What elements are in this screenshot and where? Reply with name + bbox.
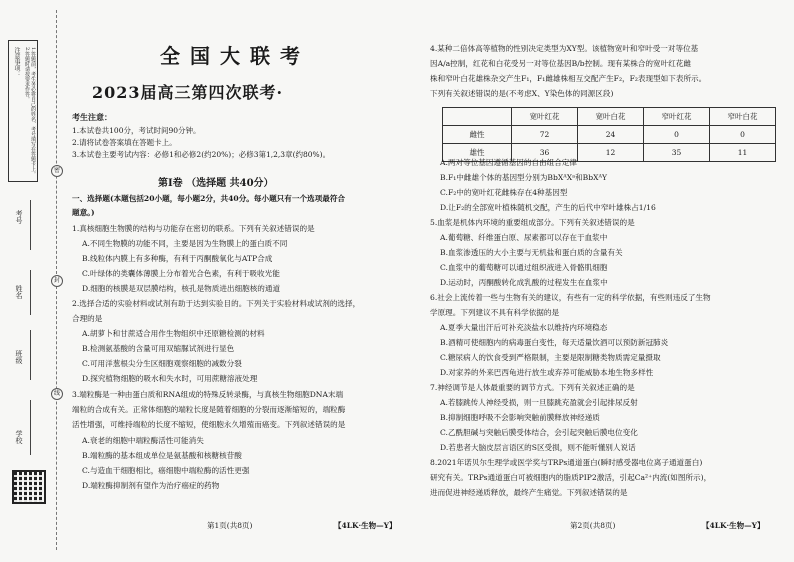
option-line: A.两对等位基因遵循基因的自由组合定律 (440, 158, 577, 167)
option-line: A.不同生物膜的功能不同，主要是因为生物膜上的蛋白质不同 (82, 239, 288, 248)
question-line: 题意。) (72, 208, 95, 217)
option-line: C.乙酰胆碱与突触后膜受体结合，会引起突触后膜电位变化 (440, 428, 638, 437)
field-line-school[interactable] (30, 400, 31, 455)
option-line: B.检测氨基酸的含量可用双缩脲试剂进行显色 (82, 344, 235, 353)
table-row (443, 126, 776, 144)
page-number: 第1页(共8页) (207, 521, 253, 530)
section-title: 第Ⅰ卷 （选择题 共40分） (158, 178, 274, 189)
table-header-row (443, 108, 776, 126)
exam-code: 【4LK·生物—Y】 (702, 521, 765, 530)
option-line: A.衰老的细胞中端粒酶活性可能消失 (82, 436, 204, 445)
option-line: C.可用洋葱根尖分生区细胞观察细胞的减数分裂 (82, 359, 242, 368)
option-line: C.F₂中的宽叶红花雌株存在4种基因型 (440, 188, 568, 197)
question-line: 2.选择合适的实验材料或试剂有助于达到实验目的。下列关于实验材料或试剂的选择， (72, 299, 361, 308)
option-line: A.夏季大量出汗后可补充淡盐水以维持内环境稳态 (440, 323, 608, 332)
table-cell: 0 (644, 126, 710, 144)
page-1 (72, 0, 417, 562)
phenotype-table (442, 107, 776, 162)
table-header-cell: 窄叶红花 (644, 108, 710, 126)
question-line: 合理的是 (72, 314, 103, 323)
option-line: D.若患者大脑皮层言语区的S区受损，则不能听懂别人说话 (440, 443, 636, 452)
option-line: C.糖尿病人的饮食受到严格限制，主要是限制糖类物质需定量摄取 (440, 353, 661, 362)
table-cell: 72 (512, 126, 578, 144)
table-cell: 24 (578, 126, 644, 144)
table-cell: 雌性 (443, 126, 512, 144)
option-line: B.端粒酶的基本组成单位是氨基酸和核糖核苷酸 (82, 451, 242, 460)
table-header-cell: 宽叶白花 (578, 108, 644, 126)
notice-item: 3.本试卷主要考试内容：必修1和必修2(约20%)；必修3第1,2,3章(约80%)。 (72, 150, 331, 159)
option-line: D.对家养的外来巴西龟进行放生或弃养可能威胁本地生物多样性 (440, 368, 654, 377)
table-cell: 36 (512, 144, 578, 162)
option-line: C.叶绿体的类囊体薄膜上分布着光合色素，有利于吸收光能 (82, 269, 280, 278)
table-cell: 35 (644, 144, 710, 162)
exam-title: 全国大联考 (160, 44, 310, 68)
option-line: A.葡萄糖、纤维蛋白原、尿素都可以存在于血浆中 (440, 233, 608, 242)
table-header-cell: 窄叶白花 (710, 108, 776, 126)
option-line: A.若膝跳传人神经受损，则一旦膝跳充盈就会引起排尿反射 (440, 398, 638, 407)
seal-mark-3: 线 (51, 388, 63, 400)
question-line: 因A/a控制，红花和白花受另一对等位基因B/b控制。现有某株合的宽叶红花雌 (430, 59, 691, 68)
field-line-name[interactable] (30, 270, 31, 315)
option-line: B.抑制细胞呼吸不会影响突触前膜释放神经递质 (440, 413, 600, 422)
exam-subtitle: 2023届高三第四次联考· (92, 83, 284, 102)
question-line: 一、选择题(本题包括20小题，每小题2分，共40分。每小题只有一个选项最符合 (72, 194, 346, 203)
table-cell: 0 (710, 126, 776, 144)
option-line: B.酒精可使细胞内的病毒蛋白变性，每天适量饮酒可以预防新冠肺炎 (440, 338, 669, 347)
question-line: 株和窄叶白花雄株杂交产生F₁，F₁雌雄株相互交配产生F₂，F₂表现型如下表所示。 (430, 74, 707, 83)
field-label-name: 姓名 (15, 285, 23, 299)
question-line: 下列有关叙述错误的是(不考虑X、Y染色体的同源区段) (430, 89, 614, 98)
table-header-cell (443, 108, 512, 126)
field-label-school: 学校 (15, 430, 23, 444)
seal-mark-1: 密 (51, 165, 63, 177)
field-label-class: 班级 (15, 350, 23, 364)
page-2 (430, 0, 785, 562)
exam-code: 【4LK·生物—Y】 (334, 521, 397, 530)
question-line: 4.某种二倍体高等植物的性别决定类型为XY型。该植物宽叶和窄叶受一对等位基 (430, 44, 699, 53)
question-line: 端粒的合成有关。正常体细胞的端粒长度是随着细胞的分裂而逐渐缩短的，端粒酶 (72, 405, 346, 414)
option-line: B.F₁中雌雄个体的基因型分别为BbXᴬXᵃ和BbXᴬY (440, 173, 607, 182)
option-line: A.胡萝卜和甘蔗适合用作生物组织中还原糖检测的材料 (82, 329, 265, 338)
question-line: 1.真核细胞生物膜的结构与功能存在密切的联系。下列有关叙述错误的是 (72, 224, 315, 233)
question-line: 研究有关。TRPs通道蛋白可被细胞内的脂质PIP2激活，引起Ca²⁺内流(如图所示)， (430, 473, 712, 482)
question-line: 活性增强，可维持端粒的长度不缩短，使细胞永久增殖而癌变。下列叙述错误的是 (72, 420, 346, 429)
option-line: D.端粒酶抑制剂有望作为治疗癌症的药物 (82, 481, 220, 490)
option-line: D.运动时，丙酮酸转化成乳酸的过程发生在血浆中 (440, 278, 608, 287)
question-line: 3.端粒酶是一种由蛋白质和RNA组成的特殊反转录酶，与真核生物细胞DNA末端 (72, 390, 344, 399)
question-line: 8.2021年诺贝尔生理学或医学奖与TRPs通道蛋白(瞬时感受器电位离子通道蛋白) (430, 458, 703, 467)
option-line: C.血浆中的葡萄糖可以通过组织液进入骨骼肌细胞 (440, 263, 608, 272)
seal-mark-2: 封 (51, 275, 63, 287)
table-cell: 雄性 (443, 144, 512, 162)
question-line: 进而促进神经递质释放，最终产生痛觉。下列叙述错误的是 (430, 488, 628, 497)
question-line: 5.血浆是机体内环境的重要组成部分。下列有关叙述错误的是 (430, 218, 635, 227)
question-line: 6.社会上流传着一些与生物有关的建议，有些有一定的科学依据，有些则违反了生物 (430, 293, 711, 302)
question-line: 7.神经调节是人体最重要的调节方式。下列有关叙述正确的是 (430, 383, 635, 392)
option-line: C.与造血干细胞相比，癌细胞中端粒酶的活性更强 (82, 466, 250, 475)
question-line: 学原理。下列建议不具有科学依据的是 (430, 308, 560, 317)
notice-item: 1.本试卷共100分，考试时间90分钟。 (72, 126, 201, 135)
notes-title: 注意事项： (13, 47, 20, 77)
qr-code (12, 470, 46, 504)
table-header-cell: 宽叶红花 (512, 108, 578, 126)
option-line: B.线粒体内膜上有多种酶，有利于丙酮酸氧化与ATP合成 (82, 254, 273, 263)
option-line: D.细胞的核膜是双层膜结构，核孔是物质进出细胞核的通道 (82, 284, 281, 293)
notice-title: 考生注意： (72, 112, 112, 122)
notes-body: 1.答题前，考生务必将自己的姓名、考号填写在答题卡上。2.答题时请按要求作答。 (24, 47, 36, 177)
notes-box (8, 40, 38, 182)
field-line-kaohao[interactable] (30, 200, 31, 250)
table-cell: 12 (578, 144, 644, 162)
option-line: D.让F₂的全部宽叶植株随机交配，产生的后代中窄叶雄株占1/16 (440, 203, 656, 212)
table-cell: 11 (710, 144, 776, 162)
option-line: D.探究植物细胞的吸水和失水时，可用蔗糖溶液处理 (82, 374, 258, 383)
field-label-kaohao: 考号 (15, 210, 23, 224)
binding-strip (0, 0, 70, 562)
option-line: B.血浆渗透压的大小主要与无机盐和蛋白质的含量有关 (440, 248, 623, 257)
notice-item: 2.请将试卷答案填在答题卡上。 (72, 138, 177, 147)
field-line-class[interactable] (30, 330, 31, 380)
page-number: 第2页(共8页) (570, 521, 616, 530)
